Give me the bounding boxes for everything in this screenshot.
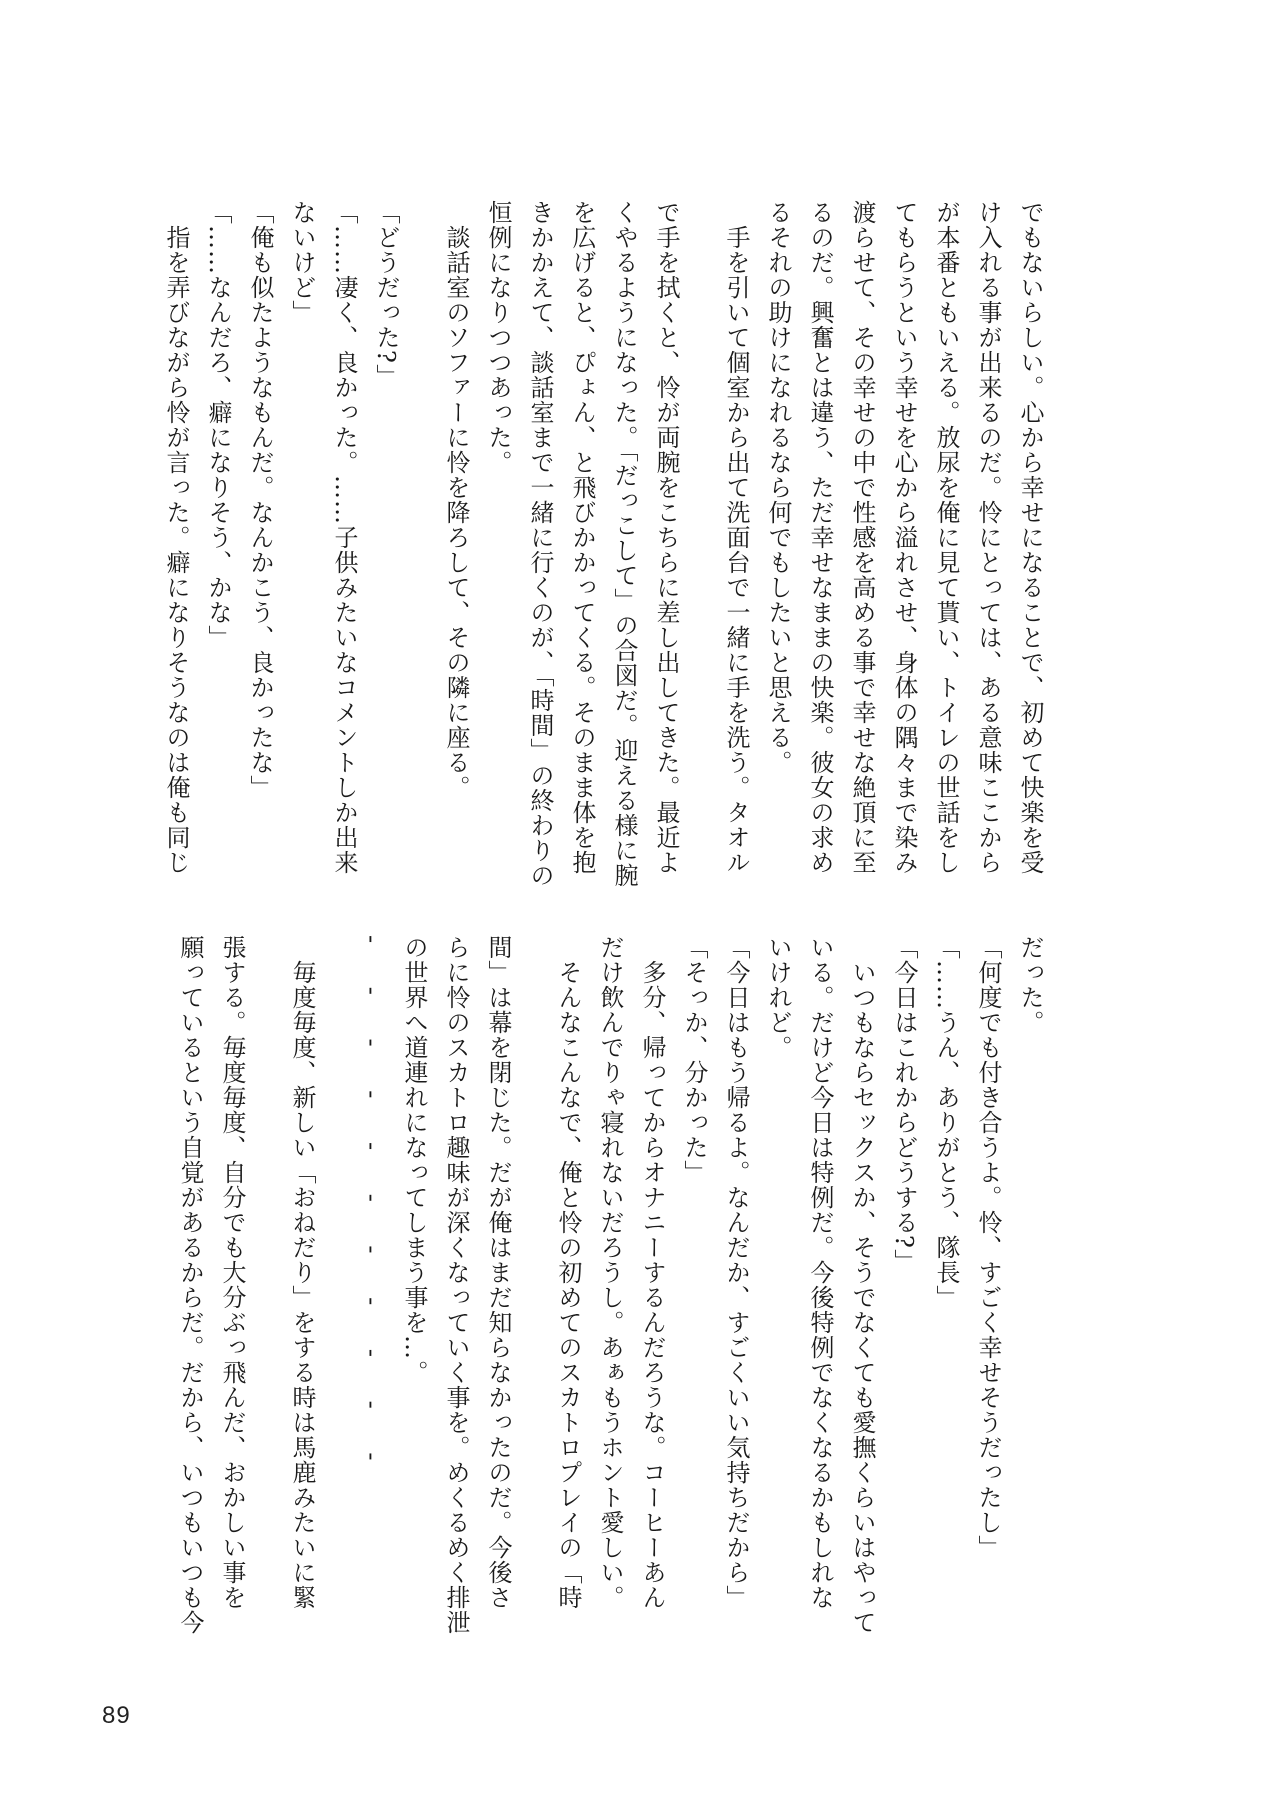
- text-line: でもないらしい。心から幸せになることで、初めて快楽を受: [1016, 200, 1044, 875]
- text-line: だった。: [1016, 935, 1044, 1035]
- scene-break-separator: - - - - - - - - - - -: [358, 935, 386, 1479]
- text-line: てもらうという幸せを心から溢れさせ、身体の隅々まで染み: [890, 200, 918, 875]
- text-line: 多分、帰ってからオナニーするんだろうな。コーヒーあん: [638, 935, 666, 1610]
- text-block-upper: [155, 200, 1051, 890]
- text-line: るそれの助けになれるなら何でもしたいと思える。: [764, 200, 792, 775]
- text-line: いる。だけど今日は特例だ。今後特例でなくなるかもしれな: [806, 935, 834, 1610]
- text-line: 願っているという自覚があるからだ。だから、いつもいつも今: [176, 935, 204, 1635]
- page-number: 89: [102, 1702, 131, 1729]
- text-line: らに怜のスカトロ趣味が深くなっていく事を。めくるめく排泄: [442, 935, 470, 1635]
- text-line: 毎度毎度、新しい「おねだり」をする時は馬鹿みたいに緊: [288, 935, 316, 1610]
- text-line: 談話室のソファーに怜を降ろして、その隣に座る。: [442, 200, 470, 800]
- text-line: を広げると、ぴょん、と飛びかかってくる。そのまま体を抱: [568, 200, 596, 875]
- text-line: 「そっか、分かった」: [680, 935, 708, 1185]
- text-line: が本番ともいえる。放尿を俺に見て貰い、トイレの世話をし: [932, 200, 960, 875]
- text-line: るのだ。興奮とは違う、ただ幸せなままの快楽。彼女の求め: [806, 200, 834, 875]
- text-line: で手を拭くと、怜が両腕をこちらに差し出してきた。最近よ: [652, 200, 680, 875]
- text-line: 恒例になりつつあった。: [484, 200, 512, 475]
- text-line: 「……うん、ありがとう、隊長」: [932, 935, 960, 1310]
- text-line: くやるようになった。「だっこして」の合図だ。迎える様に腕: [610, 200, 638, 888]
- text-block-lower: [169, 935, 1051, 1635]
- text-line: 「今日はもう帰るよ。なんだか、すごくいい気持ちだから」: [722, 935, 750, 1610]
- text-line: 間」は幕を閉じた。だが俺はまだ知らなかったのだ。今後さ: [484, 935, 512, 1610]
- text-line: 指を弄びながら怜が言った。癖になりそうなのは俺も同じ: [162, 200, 190, 875]
- text-line: 「……凄く、良かった。……子供みたいなコメントしか出来: [330, 200, 358, 875]
- text-line: そんなこんなで、俺と怜の初めてのスカトロプレイの「時: [554, 935, 582, 1610]
- text-line: いつもならセックスか、そうでなくても愛撫くらいはやって: [848, 935, 876, 1635]
- text-line: 手を引いて個室から出て洗面台で一緒に手を洗う。タオル: [722, 200, 750, 875]
- text-line: 張する。毎度毎度、自分でも大分ぶっ飛んだ、おかしい事を: [218, 935, 246, 1610]
- text-line: きかかえて、談話室まで一緒に行くのが、「時間」の終わりの: [526, 200, 554, 888]
- text-line: け入れる事が出来るのだ。怜にとっては、ある意味ここから: [974, 200, 1002, 875]
- text-line: 「俺も似たようなもんだ。なんかこう、良かったな」: [246, 200, 274, 800]
- text-line: 「どうだった?」: [372, 200, 400, 389]
- text-line: いけれど。: [764, 935, 792, 1060]
- text-line: 「……なんだろ、癖になりそう、かな」: [204, 200, 232, 650]
- text-line: の世界へ道連れになってしまう事を…。: [400, 935, 428, 1385]
- text-line: 「何度でも付き合うよ。怜、すごく幸せそうだったし」: [974, 935, 1002, 1560]
- text-line: 「今日はこれからどうする?」: [890, 935, 918, 1274]
- text-line: ないけど」: [288, 200, 316, 325]
- text-line: 渡らせて、その幸せの中で性感を高める事で幸せな絶頂に至: [848, 200, 876, 875]
- text-line: だけ飲んでりゃ寝れないだろうし。あぁもうホント愛しい。: [596, 935, 624, 1610]
